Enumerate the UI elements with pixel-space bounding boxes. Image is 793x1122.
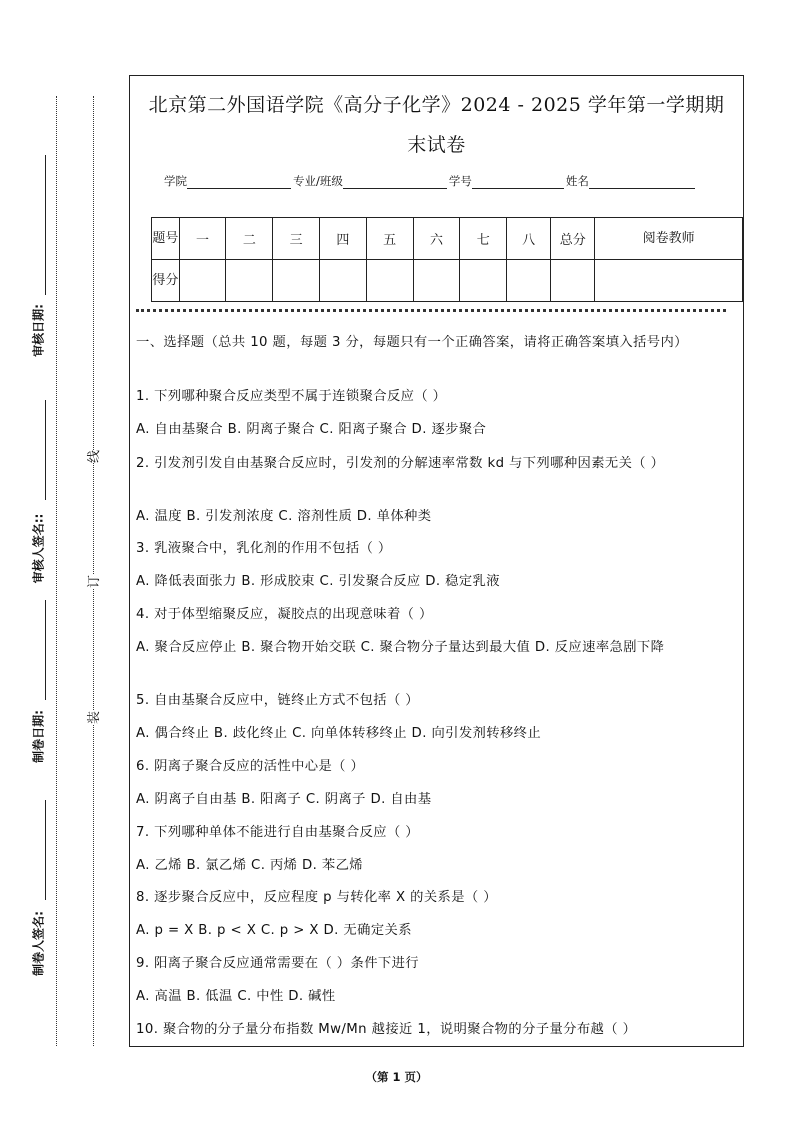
score-cell[interactable] [595,260,743,302]
score-cell[interactable] [320,260,367,302]
student-id-field[interactable] [472,176,564,189]
name-label: 姓名 [565,174,589,188]
binding-char-line: 线 [83,450,102,463]
binding-char-zhuang: 装 [83,711,102,724]
maker-sign-line [45,800,46,900]
score-cell[interactable] [507,260,551,302]
question-3-options: A. 降低表面张力 B. 形成胶束 C. 引发聚合反应 D. 稳定乳液 [136,574,500,589]
question-8: 8. 逐步聚合反应中，反应程度 p 与转化率 X 的关系是（ ） [136,890,497,905]
score-cell[interactable] [551,260,595,302]
student-id-label: 学号 [448,174,472,188]
score-table [151,217,743,302]
college-field[interactable] [187,176,291,189]
binding-char-ding: 订 [83,575,102,588]
question-1-options: A. 自由基聚合 B. 阴离子聚合 C. 阳离子聚合 D. 逐步聚合 [136,422,487,437]
question-2-options: A. 温度 B. 引发剂浓度 C. 溶剂性质 D. 单体种类 [136,509,432,524]
question-6-options: A. 阴离子自由基 B. 阳离子 C. 阴离子 D. 自由基 [136,792,432,807]
question-1: 1. 下列哪种聚合反应类型不属于连锁聚合反应（ ） [136,389,447,404]
score-col-3: 三 [273,218,320,260]
maker-date-line [45,600,46,700]
question-10: 10. 聚合物的分子量分布指数 Mw/Mn 越接近 1，说明聚合物的分子量分布越（ ） [136,1022,637,1037]
score-col-total: 总分 [551,218,595,260]
score-col-2: 二 [226,218,273,260]
question-4: 4. 对于体型缩聚反应，凝胶点的出现意味着（ ） [136,607,433,622]
question-6: 6. 阴离子聚合反应的活性中心是（ ） [136,759,365,774]
score-cell[interactable] [226,260,273,302]
score-col-6: 六 [413,218,460,260]
score-col-5: 五 [366,218,413,260]
page-footer: （第 1 页） [365,1070,428,1084]
question-5-options: A. 偶合终止 B. 歧化终止 C. 向单体转移终止 D. 向引发剂转移终止 [136,726,542,741]
major-class-label: 专业/班级 [293,174,343,188]
maker-date-label: 制卷日期: [31,710,46,763]
exam-title-line1: 北京第二外国语学院《高分子化学》2024 - 2025 学年第一学期期 [148,94,725,116]
question-5: 5. 自由基聚合反应中，链终止方式不包括（ ） [136,693,419,708]
score-cell[interactable] [273,260,320,302]
reviewer-date-label: 审核日期: [31,304,46,357]
question-8-options: A. p = X B. p < X C. p > X D. 无确定关系 [136,923,412,938]
section1-heading: 一、选择题（总共 10 题，每题 3 分，每题只有一个正确答案，请将正确答案填入括号内） [136,335,688,350]
question-7: 7. 下列哪种单体不能进行自由基聚合反应（ ） [136,825,419,840]
reviewer-sign-label: 审核人签名:: [31,513,46,584]
score-col-reviewer: 阅卷教师 [595,218,743,260]
score-table-row2-label: 得分 [152,260,180,302]
question-2: 2. 引发剂引发自由基聚合反应时，引发剂的分解速率常数 kd 与下列哪种因素无关（ ） [136,456,665,471]
question-3: 3. 乳液聚合中，乳化剂的作用不包括（ ） [136,541,392,556]
score-cell[interactable] [366,260,413,302]
maker-sign-label: 制卷人签名: [31,911,46,976]
exam-title-line2: 末试卷 [407,134,466,156]
score-cell[interactable] [460,260,507,302]
score-table-row1-label: 题号 [152,218,180,260]
student-info-row [164,173,697,189]
question-7-options: A. 乙烯 B. 氯乙烯 C. 丙烯 D. 苯乙烯 [136,858,363,873]
question-9: 9. 阳离子聚合反应通常需要在（ ）条件下进行 [136,956,419,971]
binding-dotted-line-outer [56,96,57,1046]
reviewer-date-line [45,155,46,295]
score-cell[interactable] [179,260,226,302]
college-label: 学院 [164,174,187,188]
name-field[interactable] [589,176,695,189]
binding-dotted-line-inner [93,96,94,1046]
exam-frame [129,75,744,1047]
section-separator [136,309,726,312]
score-cell[interactable] [413,260,460,302]
major-class-field[interactable] [343,176,447,189]
question-9-options: A. 高温 B. 低温 C. 中性 D. 碱性 [136,989,336,1004]
question-4-options: A. 聚合反应停止 B. 聚合物开始交联 C. 聚合物分子量达到最大值 D. 反应速率急剧下降 [136,640,665,655]
score-col-8: 八 [507,218,551,260]
score-col-1: 一 [179,218,226,260]
reviewer-sign-line [45,400,46,500]
score-col-4: 四 [320,218,367,260]
score-col-7: 七 [460,218,507,260]
